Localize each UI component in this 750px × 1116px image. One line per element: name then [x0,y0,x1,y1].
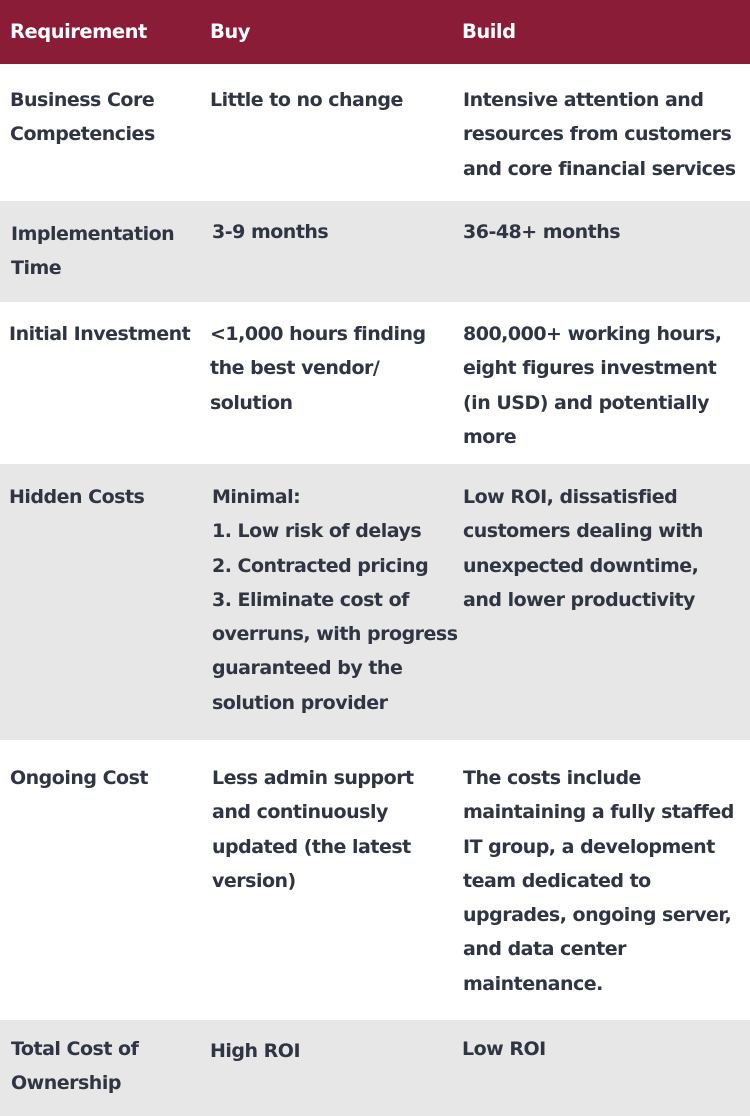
build-cell: Low ROI, dissatisfied customers dealing with unexpected downtime, and lower productivity [463,486,703,611]
header-buy: Buy [210,20,250,43]
header-requirement: Requirement [10,20,147,43]
buy-cell: Minimal: 1. Low risk of delays 2. Contracted pricing 3. Eliminate cost of overruns, with progress guaranteed by the solution provider [212,486,458,714]
table-row-ongoing-cost [0,740,750,1020]
table-row-initial-investment [0,302,750,464]
buy-cell: Little to no change [210,89,403,111]
requirement-cell: Initial Investment [9,323,191,345]
build-cell: Low ROI [462,1038,546,1060]
requirement-cell: Total Cost of Ownership [11,1038,139,1095]
buy-cell: High ROI [210,1040,301,1062]
build-cell: 800,000+ working hours, eight figures investment (in USD) and potentially more [463,323,722,448]
buy-cell: Less admin support and continuously updated (the latest version) [212,767,414,892]
requirement-cell: Hidden Costs [9,486,145,508]
requirement-cell: Ongoing Cost [10,767,148,789]
build-cell: The costs include maintaining a fully staffed IT group, a development team dedicated to upgrades, ongoing server, and data center maintenance. [463,767,734,995]
buy-cell: <1,000 hours finding the best vendor/ solution [210,323,426,414]
table-row-hidden-costs [0,464,750,740]
table-row-business-core [0,64,750,201]
requirement-cell: Implementation Time [11,223,175,280]
buy-cell: 3-9 months [212,221,329,243]
build-cell: 36-48+ months [463,221,621,243]
build-cell: Intensive attention and resources from customers and core financial services [463,89,736,180]
table-row-implementation-time [0,201,750,302]
header-build: Build [462,20,516,43]
table-header-row [0,0,750,64]
requirement-cell: Business Core Competencies [10,89,155,146]
table-row-total-cost-of-ownership [0,1020,750,1116]
